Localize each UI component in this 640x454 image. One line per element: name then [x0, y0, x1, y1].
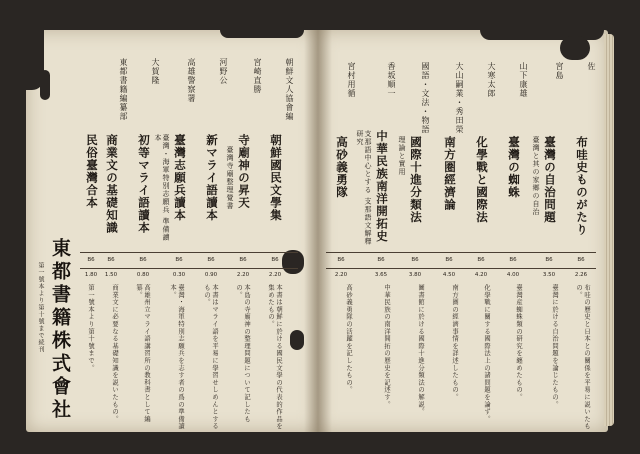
torn-top [220, 30, 304, 38]
book-description: 本書は朝鮮に於ける國民文學の代表的作品を集めたもの。 [267, 284, 282, 430]
book-author: 山下康雄 [519, 62, 528, 98]
book-format: B6 [411, 257, 419, 263]
price-rule [326, 268, 596, 269]
book-description: 南方圏の經濟事情を詳述したもの。 [451, 284, 458, 401]
publisher-note: 第一號本より第十號まで続刊 [37, 262, 44, 353]
book-title: 新マライ語讀本 [205, 134, 219, 222]
book-author: 宮島 [555, 62, 564, 80]
book-price: 2.20 [268, 272, 282, 278]
book-title: 民俗臺灣合本 [85, 134, 99, 209]
book-description: 臺灣に於ける自治問題を論じたもの。 [551, 284, 558, 409]
book-title: 南方圏經濟論 [443, 136, 457, 211]
torn-hole [560, 36, 590, 60]
book-title: 臺灣志願兵讀本 [173, 134, 187, 222]
book-author: 高雄警察署 [187, 58, 196, 103]
book-format: B6 [377, 257, 385, 263]
book-format: B6 [445, 257, 453, 263]
torn-hole [282, 250, 304, 274]
book-title: 臺灣の自治問題 [543, 136, 557, 224]
book-author: 河野公 [219, 58, 228, 85]
book-price: 4.00 [506, 272, 520, 278]
book-price: 3.80 [408, 272, 422, 278]
book-price: 2.26 [574, 272, 588, 278]
book-description: 化學戰に關する國際法上の諸問題を論ず。 [483, 284, 490, 423]
book-price: 0.90 [204, 272, 218, 278]
book-format: B6 [337, 257, 345, 263]
book-description: 商業文に必要なる基礎知識を説いたもの。 [111, 284, 118, 423]
book-author: 國語・文法・物語 [421, 62, 430, 134]
price-rule [80, 268, 298, 269]
book-author: 東都書籍編纂部 [119, 58, 128, 121]
book-subtitle: 理論と實用 [398, 136, 406, 176]
book-subtitle: 臺灣寺廟整理覺書 [226, 146, 234, 210]
book-author: 朝鮮文人協會編 [285, 58, 294, 121]
book-subtitle: 臺灣・海軍特別志願兵 準備讀本 [154, 134, 170, 242]
book-format: B6 [271, 257, 279, 263]
book-title: 國際十進分類法 [409, 136, 423, 224]
book-description: 高砂義勇隊の活躍を記したもの。 [345, 284, 352, 394]
book-price: 4.50 [442, 272, 456, 278]
book-subtitle: 臺灣と其の家鄉の自治 [532, 136, 540, 216]
book-title: 初等マライ語讀本 [137, 134, 151, 234]
book-author: 大山嗣業・秀田榮 [455, 62, 464, 134]
book-author: 香坂順一 [387, 62, 396, 98]
book-description: 高雄州立マライ語講習所の教科書として編纂。 [135, 284, 150, 423]
book-description: 臺灣産蜘蛛類の研究を纏めたもの。 [515, 284, 522, 401]
book-title: 商業文の基礎知識 [105, 134, 119, 234]
book-price: 0.30 [172, 272, 186, 278]
book-price: 2.20 [236, 272, 250, 278]
book-format: B6 [545, 257, 553, 263]
book-author: 宮村用循 [347, 62, 356, 98]
book-format: B6 [107, 257, 115, 263]
book-price: 3.65 [374, 272, 388, 278]
book-description: 第一號本より第十號まで。 [87, 284, 94, 372]
book-price: 2.20 [334, 272, 348, 278]
book-author: 大賀隆 [151, 58, 160, 85]
book-format: B6 [477, 257, 485, 263]
book-format: B6 [139, 257, 147, 263]
book-price: 3.50 [542, 272, 556, 278]
page-edges [604, 34, 614, 426]
book-description: 臺灣・海軍特別志願兵を志す者の爲の準備讀本。 [169, 284, 184, 430]
book-price: 1.50 [104, 272, 118, 278]
book-format: B6 [87, 257, 95, 263]
book-format: B6 [207, 257, 215, 263]
book-format: B6 [239, 257, 247, 263]
book-title: 高砂義勇隊 [335, 136, 349, 199]
book-title: 中華民族南洋開拓史 [375, 130, 389, 243]
price-rule [80, 252, 298, 253]
book-format: B6 [577, 257, 585, 263]
book-author: 宮崎直勝 [253, 58, 262, 94]
book-title: 臺灣の蜘蛛 [507, 136, 521, 199]
book-title: 布哇史ものがたり [575, 136, 589, 236]
book-format: B6 [509, 257, 517, 263]
publisher-name: 東都書籍株式會社 [49, 238, 71, 422]
book-title: 化學戰と國際法 [475, 136, 489, 224]
book-subtitle: 支那語中心とする 支那語文解釋研究 [356, 130, 372, 246]
book-price: 1.80 [84, 272, 98, 278]
book-description: 本島の寺廟神の整理問題について記したもの。 [235, 284, 250, 423]
book-author: 大寒太郎 [487, 62, 496, 98]
book-title: 朝鮮國民文學集 [269, 134, 283, 222]
torn-edge [40, 70, 50, 100]
book-description: 中華民族の南洋開拓の歴史を記述す。 [383, 284, 390, 409]
price-rule [326, 252, 596, 253]
book-gutter [304, 30, 332, 432]
book-description: 布哇の歷史と日本との關係を平易に説いたもの。 [575, 284, 590, 430]
book-title: 寺廟神の昇天 [237, 134, 251, 209]
book-description: 圖書館に於ける國際十進分類法の解説。 [417, 284, 424, 416]
book-price: 0.80 [136, 272, 150, 278]
book-description: 本書はマライ語を平易に學習せしめんとするもの。 [203, 284, 218, 430]
book-price: 4.20 [474, 272, 488, 278]
book-author: 佐 [587, 62, 596, 71]
torn-hole [290, 330, 304, 350]
book-format: B6 [175, 257, 183, 263]
